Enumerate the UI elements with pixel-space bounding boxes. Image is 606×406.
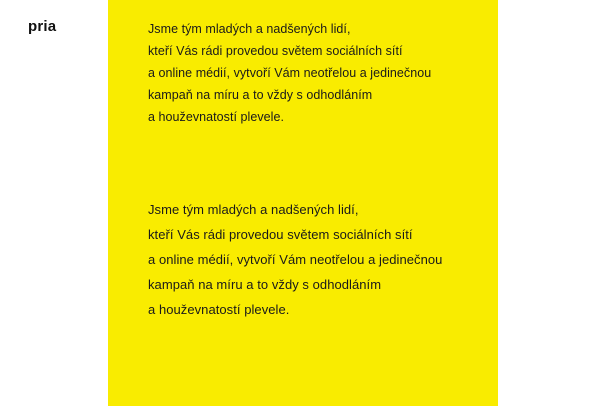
text-line: kampaň na míru a to vždy s odhodláním xyxy=(148,88,373,102)
text-line: Jsme tým mladých a nadšených lidí, xyxy=(148,202,359,217)
text-line: a houževnatostí plevele. xyxy=(148,302,290,317)
text-block-secondary xyxy=(148,197,442,322)
text-line: kteří Vás rádi provedou světem sociálních sítí xyxy=(148,44,403,58)
text-line: a houževnatostí plevele. xyxy=(148,110,285,124)
text-line: a online médií, vytvoří Vám neotřelou a jedinečnou xyxy=(148,66,432,80)
yellow-content-panel xyxy=(108,0,498,406)
text-line: kteří Vás rádi provedou světem sociálních sítí xyxy=(148,227,413,242)
text-block-primary xyxy=(148,18,431,128)
text-line: kampaň na míru a to vždy s odhodláním xyxy=(148,277,382,292)
text-line: Jsme tým mladých a nadšených lidí, xyxy=(148,22,351,36)
brand-logo: pria xyxy=(28,18,57,35)
text-line: a online médií, vytvoří Vám neotřelou a jedinečnou xyxy=(148,252,443,267)
